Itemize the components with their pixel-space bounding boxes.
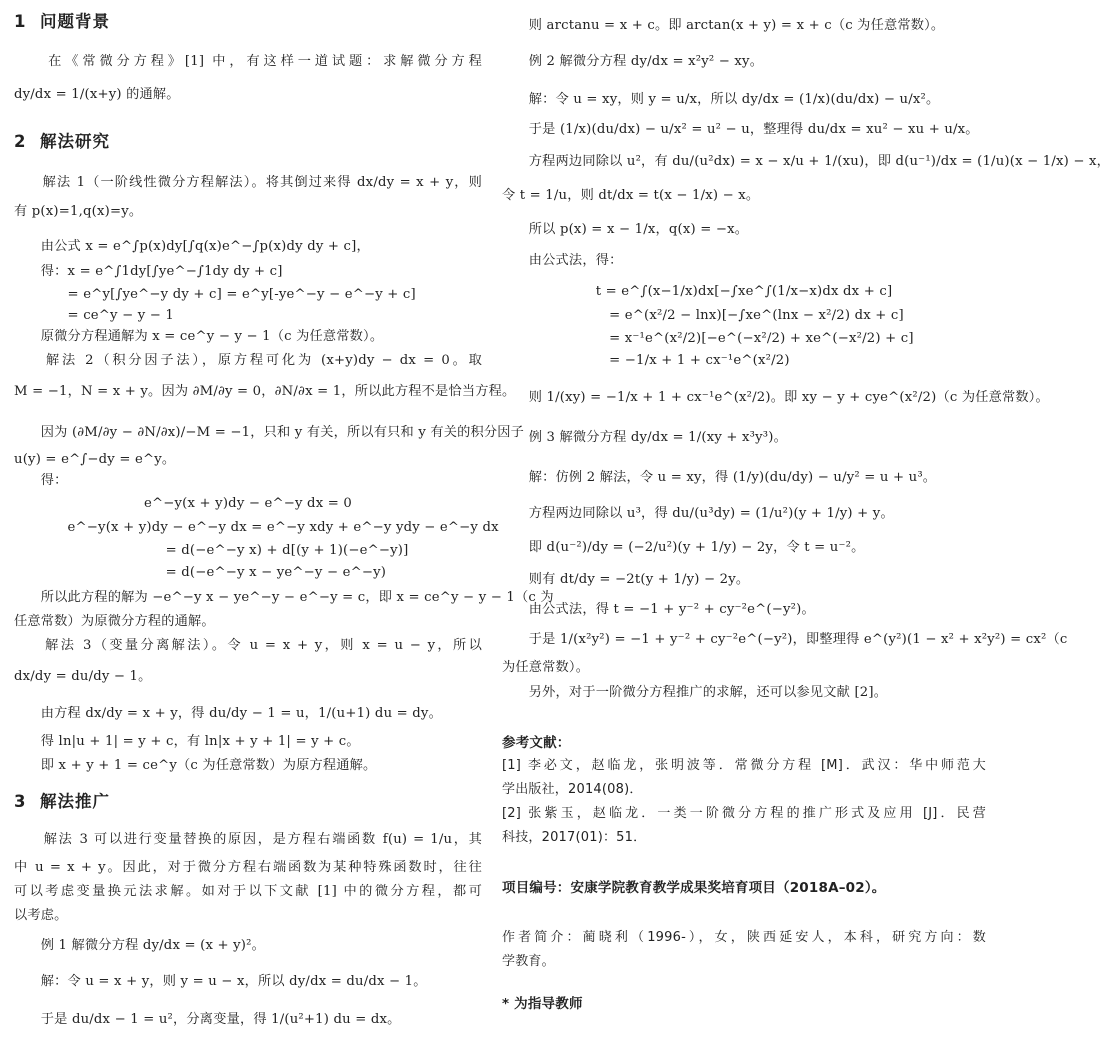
- text-line: = e^(x²/2 − lnx)[−∫xe^(lnx − x²/2) dx + c]: [502, 308, 904, 323]
- text-line: 例 2 解微分方程 dy/dx = x²y² − xy。: [502, 54, 764, 69]
- note-line: 参考文献：: [502, 735, 571, 751]
- text-line: 则 1/(xy) = −1/x + 1 + cx⁻¹e^(x²/2)。即 xy − y + cye^(x²/2)（c 为任意常数）。: [502, 390, 1049, 405]
- section-number: 2: [14, 132, 27, 151]
- text-line: 得：x = e^∫1dy[∫ye^−∫1dy dy + c]: [14, 264, 283, 279]
- text-line: 即 d(u⁻²)/dy = (−2/u²)(y + 1/y) − 2y，令 t = u⁻²。: [502, 540, 865, 555]
- reference-line: [1] 李必文，赵临龙，张明波等．常微分方程 [M]．武汉：华中师范大: [502, 758, 986, 773]
- reference-line: 作者简介：蔺晓利（1996-），女，陕西延安人，本科，研究方向：数: [502, 930, 986, 945]
- text-line: dy/dx = 1/(x+y) 的通解。: [14, 87, 180, 102]
- text-line: 于是 du/dx − 1 = u²，分离变量，得 1/(u²+1) du = dx。: [14, 1012, 401, 1027]
- text-line: 为任意常数）。: [502, 660, 590, 675]
- text-line: 解法 3（变量分离解法）。令 u = x + y，则 x = u − y，所以: [14, 638, 482, 653]
- text-line: 所以 p(x) = x − 1/x，q(x) = −x。: [502, 222, 749, 237]
- section-heading: [14, 132, 482, 152]
- text-line: 解：令 u = x + y，则 y = u − x，所以 dy/dx = du/dx − 1。: [14, 974, 427, 989]
- reference-line: 学教育。: [502, 954, 555, 969]
- text-line: 解法 3 可以进行变量替换的原因，是方程右端函数 f(u) = 1/u，其: [14, 832, 482, 847]
- text-line: t = e^∫(x−1/x)dx[−∫xe^∫(1/x−x)dx dx + c]: [502, 284, 893, 299]
- text-line: 解法 1（一阶线性微分方程解法）。将其倒过来得 dx/dy = x + y，则: [14, 175, 482, 190]
- text-line: e^−y(x + y)dy − e^−y dx = 0: [144, 496, 352, 511]
- text-line: 以考虑。: [14, 908, 68, 923]
- reference-line: 学出版社，2014(08)．: [502, 782, 643, 797]
- note-line: * 为指导教师: [502, 996, 583, 1012]
- text-line: = d(−e^−y x − ye^−y − e^−y): [14, 565, 387, 580]
- note-line: 项目编号：安康学院教育教学成果奖培育项目（2018A–02）。: [502, 880, 886, 896]
- text-line: 中 u = x + y。因此，对于微分方程右端函数为某种特殊函数时，往往: [14, 860, 482, 875]
- right-column: [502, 0, 1110, 1038]
- text-line: 可以考虑变量换元法求解。如对于以下文献 [1] 中的微分方程，都可: [14, 884, 482, 899]
- section-title: 解法推广: [40, 792, 110, 811]
- text-line: 方程两边同除以 u³，得 du/(u³dy) = (1/u²)(y + 1/y) + y。: [502, 506, 894, 521]
- text-line: 有 p(x)=1,q(x)=y。: [14, 204, 143, 219]
- reference-line: 科技，2017(01)：51．: [502, 830, 647, 845]
- text-line: dx/dy = du/dy − 1。: [14, 669, 152, 684]
- section-number: 1: [14, 12, 27, 31]
- text-line: 即 x + y + 1 = ce^y（c 为任意常数）为原方程通解。: [14, 758, 377, 773]
- text-line: 由公式 x = e^∫p(x)dy[∫q(x)e^−∫p(x)dy dy + c]，: [14, 239, 370, 254]
- text-line: = e^y[∫ye^−y dy + c] = e^y[-ye^−y − e^−y + c]: [14, 287, 416, 302]
- text-line: = −1/x + 1 + cx⁻¹e^(x²/2): [502, 353, 790, 368]
- section-title: 问题背景: [40, 12, 110, 31]
- text-line: = ce^y − y − 1: [14, 308, 174, 323]
- section-heading: [14, 12, 482, 32]
- text-line: 于是 1/(x²y²) = −1 + y⁻² + cy⁻²e^(−y²)，即整理得 e^(y²)(1 − x² + x²y²) = cx²（c: [502, 632, 1068, 647]
- text-line: 原微分方程通解为 x = ce^y − y − 1（c 为任意常数）。: [14, 329, 384, 344]
- reference-line: [2] 张紫玉，赵临龙．一类一阶微分方程的推广形式及应用 [J]．民营: [502, 806, 986, 821]
- text-line: 另外，对于一阶微分方程推广的求解，还可以参见文献 [2]。: [502, 685, 888, 700]
- text-line: 由公式法，得：: [502, 253, 623, 268]
- text-line: 解法 2（积分因子法），原方程可化为 (x+y)dy − dx = 0。取: [14, 353, 482, 368]
- text-line: 由方程 dx/dy = x + y，得 du/dy − 1 = u，1/(u+1) du = dy。: [14, 706, 442, 721]
- text-line: 则 arctanu = x + c。即 arctan(x + y) = x + c（c 为任意常数）。: [502, 18, 945, 33]
- text-line: M = −1，N = x + y。因为 ∂M/∂y = 0，∂N/∂x = 1，所以此方程不是恰当方程。: [14, 384, 516, 399]
- text-line: 于是 (1/x)(du/dx) − u/x² = u² − u，整理得 du/dx = xu² − xu + u/x。: [502, 122, 979, 137]
- text-line: 因为 (∂M/∂y − ∂N/∂x)/−M = −1，只和 y 有关，所以有只和 y 有关的积分因子: [14, 425, 525, 440]
- section-number: 3: [14, 792, 27, 811]
- text-line: 任意常数）为原微分方程的通解。: [14, 614, 215, 629]
- text-line: 解：令 u = xy，则 y = u/x，所以 dy/dx = (1/x)(du/dx) − u/x²。: [502, 92, 940, 107]
- text-line: 在《常微分方程》[1] 中，有这样一道试题：求解微分方程: [14, 54, 482, 69]
- text-line: = d(−e^−y x) + d[(y + 1)(−e^−y)]: [14, 543, 409, 558]
- text-line: = x⁻¹e^(x²/2)[−e^(−x²/2) + xe^(−x²/2) + c]: [502, 331, 914, 346]
- text-line: 方程两边同除以 u²，有 du/(u²dx) = x − x/u + 1/(xu)，即 d(u⁻¹)/dx = (1/u)(x − 1/x) − x，: [502, 154, 1110, 169]
- text-line: u(y) = e^∫−dy = e^y。: [14, 452, 176, 467]
- text-line: 得：: [14, 473, 68, 488]
- text-line: 得 ln|u + 1| = y + c，有 ln|x + y + 1| = y + c。: [14, 734, 360, 749]
- text-line: 令 t = 1/u，则 dt/dx = t(x − 1/x) − x。: [502, 188, 760, 203]
- text-line: 所以此方程的解为 −e^−y x − ye^−y − e^−y = c，即 x = ce^y − y − 1（c 为: [14, 590, 554, 605]
- text-line: 则有 dt/dy = −2t(y + 1/y) − 2y。: [502, 572, 750, 587]
- text-line: 例 1 解微分方程 dy/dx = (x + y)²。: [14, 938, 265, 953]
- text-line: 例 3 解微分方程 dy/dx = 1/(xy + x³y³)。: [502, 430, 788, 445]
- text-line: 由公式法，得 t = −1 + y⁻² + cy⁻²e^(−y²)。: [502, 602, 815, 617]
- section-heading: [14, 792, 482, 812]
- section-title: 解法研究: [40, 132, 110, 151]
- text-line: e^−y(x + y)dy − e^−y dx = e^−y xdy + e^−y ydy − e^−y dx: [14, 520, 499, 535]
- text-line: 解：仿例 2 解法，令 u = xy，得 (1/y)(du/dy) − u/y² = u + u³。: [502, 470, 937, 485]
